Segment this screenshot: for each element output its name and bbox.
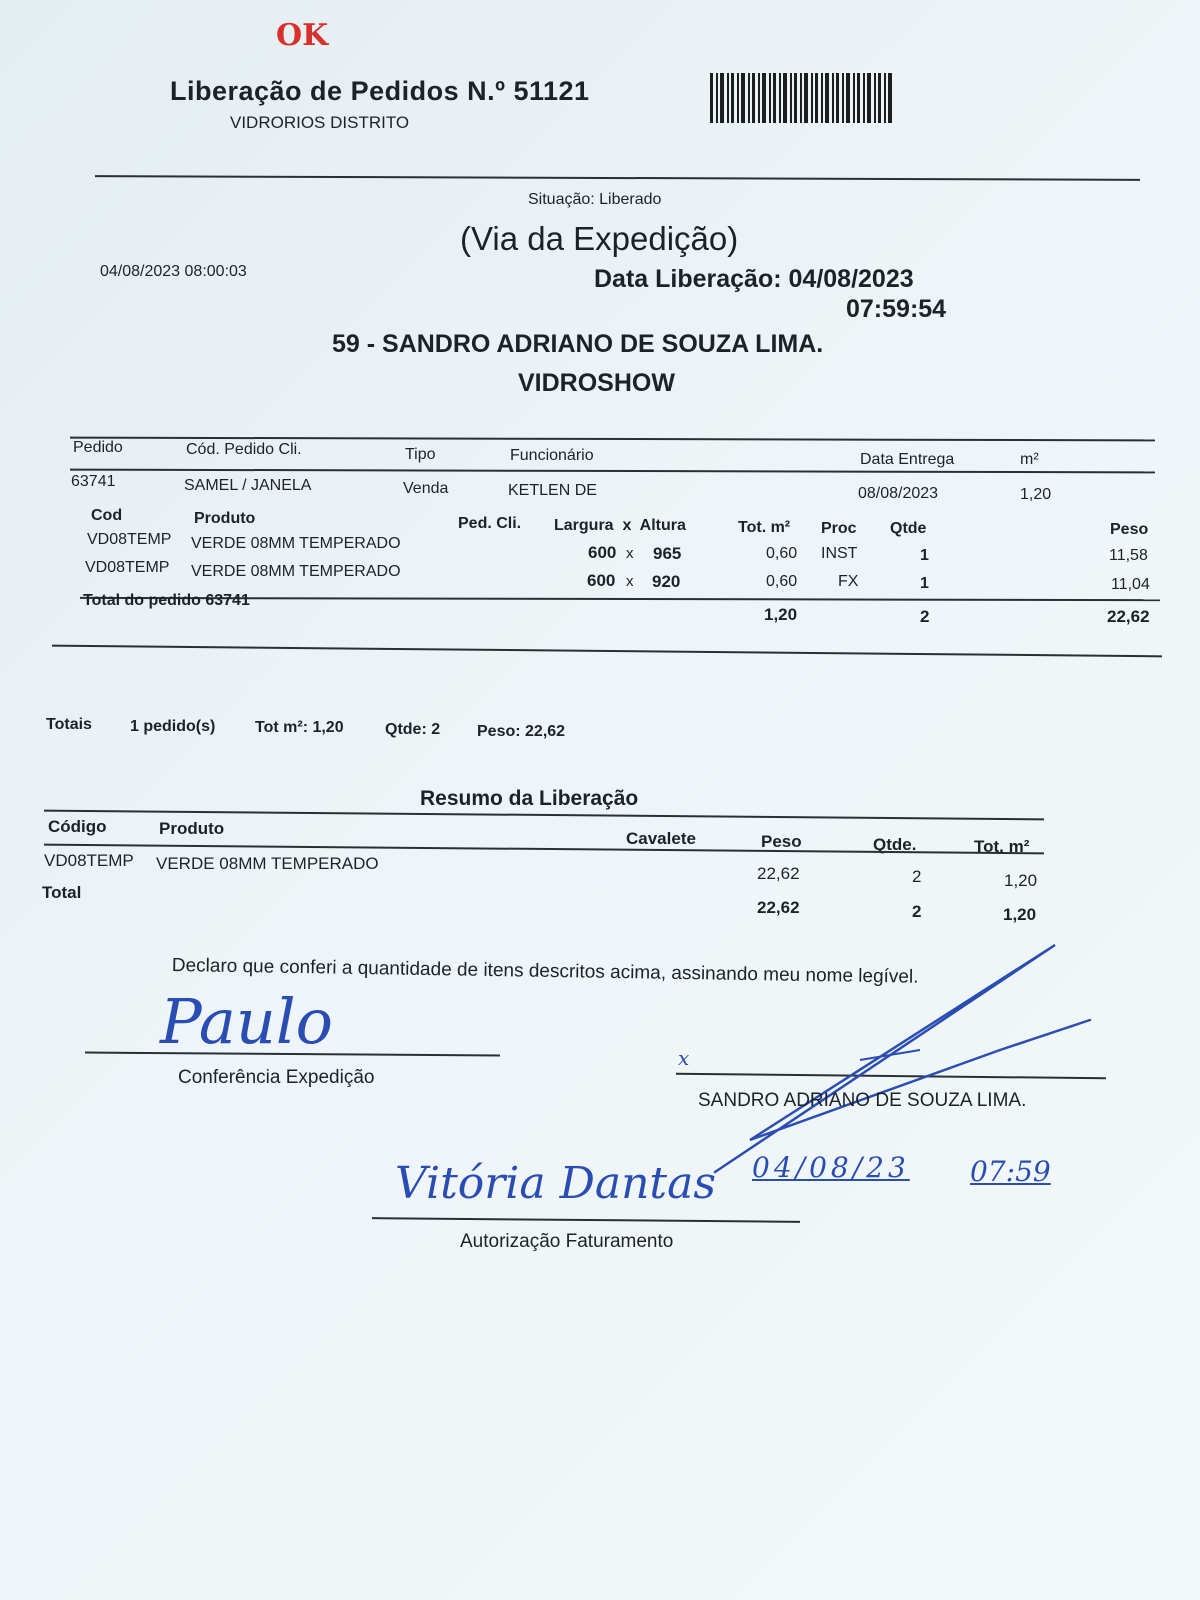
via-text: (Via da Expedição)	[460, 220, 739, 257]
declaration-text: Declaro que conferi a quantidade de itens descritos acima, assinando meu nome legível.	[171, 955, 919, 988]
item-2-produto: VERDE 08MM TEMPERADO	[191, 563, 401, 580]
conferencia-signature: Paulo	[160, 985, 333, 1058]
item-2-altura: 920	[652, 572, 681, 591]
item-1-largura: 600	[588, 543, 617, 562]
client-label: SANDRO ADRIANO DE SOUZA LIMA.	[698, 1090, 1027, 1111]
item-1-produto: VERDE 08MM TEMPERADO	[191, 535, 401, 552]
handwritten-time: 07:59	[970, 1155, 1051, 1188]
col-tipo: Tipo	[405, 446, 436, 463]
data-liberacao-date: Data Liberação: 04/08/2023	[594, 265, 914, 293]
resumo-title: Resumo da Liberação	[420, 787, 639, 810]
resumo-total-label: Total	[42, 883, 82, 902]
order-pedido: 63741	[71, 473, 116, 490]
situacao-text: Situação: Liberado	[528, 191, 662, 208]
col-funcionario: Funcionário	[510, 447, 594, 464]
item-col-ped-cli: Ped. Cli.	[458, 515, 522, 532]
item-col-peso: Peso	[1110, 521, 1149, 538]
item-2-cod: VD08TEMP	[85, 559, 170, 576]
client-company: VIDROSHOW	[518, 369, 675, 397]
item-col-produto: Produto	[194, 510, 256, 527]
client-name: 59 - SANDRO ADRIANO DE SOUZA LIMA.	[332, 330, 824, 358]
col-cod-pedido-cli: Cód. Pedido Cli.	[186, 441, 302, 458]
resumo-row-qtde: 2	[912, 867, 922, 886]
totais-qtde: Qtde: 2	[385, 721, 441, 738]
resumo-col-produto: Produto	[159, 819, 225, 838]
order-header-underline	[70, 469, 1155, 474]
order-total-qtde: 2	[920, 607, 930, 626]
item-2-qtde: 1	[920, 575, 929, 592]
resumo-row-codigo: VD08TEMP	[44, 851, 134, 870]
conferencia-label: Conferência Expedição	[178, 1067, 375, 1088]
handwritten-date: 04/08/23	[752, 1151, 910, 1184]
order-data-entrega: 08/08/2023	[858, 485, 939, 502]
order-bottom-line	[52, 645, 1162, 658]
totais-label: Totais	[46, 716, 92, 733]
order-total-label: Total do pedido 63741	[83, 592, 250, 609]
resumo-row-peso: 22,62	[757, 864, 800, 883]
resumo-row-tot-m2: 1,20	[1004, 871, 1038, 890]
resumo-total-peso: 22,62	[757, 898, 800, 917]
item-2-x: x	[626, 573, 634, 590]
data-liberacao-time: 07:59:54	[846, 295, 947, 323]
resumo-total-qtde: 2	[912, 902, 922, 921]
barcode	[710, 73, 895, 123]
resumo-col-peso: Peso	[761, 832, 802, 851]
resumo-col-tot-m2: Tot. m²	[974, 837, 1030, 856]
resumo-col-cavalete: Cavalete	[626, 829, 696, 848]
ok-stamp: OK	[276, 18, 329, 53]
item-1-tot-m2: 0,60	[766, 545, 798, 562]
autorizacao-signature: Vitória Dantas	[395, 1158, 716, 1209]
item-1-altura: 965	[653, 544, 682, 563]
client-signature-stroke	[710, 940, 1130, 1180]
client-mark: x	[678, 1046, 690, 1070]
totais-tot-m2: Tot m²: 1,20	[255, 719, 344, 736]
col-m2: m²	[1020, 451, 1039, 468]
item-2-tot-m2: 0,60	[766, 573, 798, 590]
company-name: VIDRORIOS DISTRITO	[230, 113, 410, 132]
resumo-total-tot-m2: 1,20	[1003, 905, 1037, 924]
order-total-m2: 1,20	[764, 605, 798, 624]
col-data-entrega: Data Entrega	[860, 451, 955, 468]
order-m2: 1,20	[1020, 486, 1052, 503]
resumo-row-produto: VERDE 08MM TEMPERADO	[156, 854, 379, 873]
order-cod-pedido-cli: SAMEL / JANELA	[184, 477, 312, 494]
autorizacao-signature-line	[372, 1217, 800, 1223]
item-1-proc: INST	[821, 545, 858, 562]
item-1-qtde: 1	[920, 547, 929, 564]
header-divider	[95, 175, 1140, 181]
totais-pedidos: 1 pedido(s)	[130, 718, 216, 735]
item-2-proc: FX	[838, 573, 859, 590]
resumo-col-qtde: Qtde.	[873, 835, 917, 854]
item-2-largura: 600	[587, 571, 616, 590]
item-2-peso: 11,04	[1111, 576, 1150, 593]
item-col-tot-m2: Tot. m²	[738, 519, 791, 536]
item-col-largura-altura: Largura x Altura	[554, 517, 686, 534]
col-pedido: Pedido	[73, 439, 123, 456]
item-1-cod: VD08TEMP	[87, 531, 172, 548]
print-datetime: 04/08/2023 08:00:03	[100, 263, 247, 280]
order-tipo: Venda	[403, 480, 449, 497]
order-funcionario: KETLEN DE	[508, 482, 597, 499]
resumo-col-codigo: Código	[48, 817, 107, 836]
item-col-qtde: Qtde	[890, 520, 927, 537]
autorizacao-label: Autorização Faturamento	[460, 1231, 674, 1252]
document-title: Liberação de Pedidos N.º 51121	[170, 76, 590, 106]
item-col-cod: Cod	[91, 507, 123, 524]
order-total-peso: 22,62	[1107, 607, 1150, 626]
item-1-x: x	[626, 545, 634, 562]
item-1-peso: 11,58	[1109, 547, 1148, 564]
item-col-proc: Proc	[821, 520, 857, 537]
totais-peso: Peso: 22,62	[477, 723, 566, 740]
